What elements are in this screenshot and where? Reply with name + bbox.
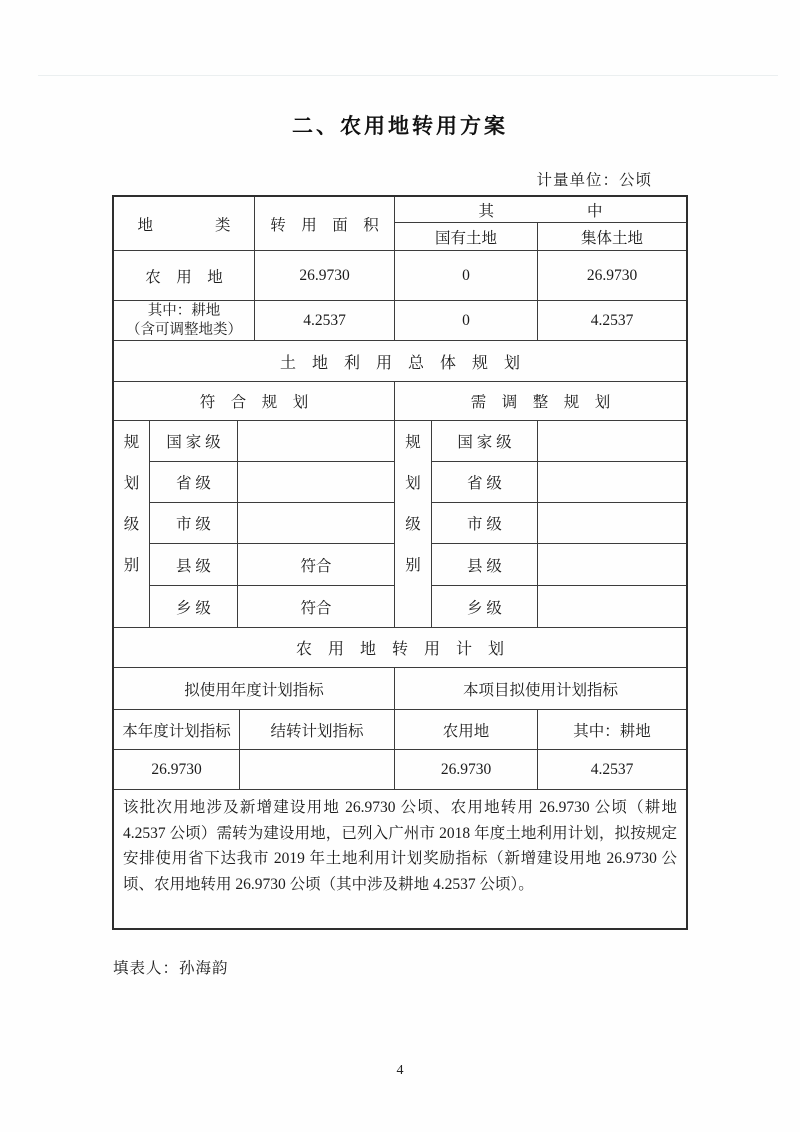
level-label-provincial: 省 级	[150, 462, 238, 502]
agricultural-collective-value: 26.9730	[586, 266, 638, 284]
compliant-side-label-cell	[114, 421, 150, 627]
level-label-municipal: 市 级	[150, 503, 238, 543]
scan-artifact-line	[38, 75, 778, 76]
level-value-township	[538, 586, 686, 627]
annual-indicator-header: 拟使用年度计划指标	[114, 668, 395, 709]
adjust-plan-block	[395, 421, 686, 627]
adjust-side-label-cell	[395, 421, 432, 627]
level-label-county: 县 级	[432, 544, 538, 585]
level-value-municipal	[538, 503, 686, 543]
compliant-levels	[150, 421, 394, 627]
cultivated-collective-value: 4.2537	[590, 311, 634, 329]
value-carryover	[240, 750, 395, 789]
header-collective-land: 集体土地	[580, 229, 643, 247]
value-cultivated: 4.2537	[590, 760, 634, 778]
compliant-row-provincial	[150, 462, 394, 503]
level-value-county	[538, 544, 686, 585]
cultivated-conversion-area: 4.2537	[255, 301, 395, 340]
header-of-which: 其 中	[395, 197, 686, 223]
adjust-row-county	[432, 544, 686, 586]
header-of-which-subrow	[395, 223, 686, 250]
level-value-township: 符合	[300, 599, 332, 617]
table-row-cultivated-land	[114, 301, 686, 341]
compliant-plan-header: 符 合 规 划	[114, 382, 395, 420]
measurement-unit-note: 计量单位：公顷	[536, 172, 652, 189]
project-indicator-header: 本项目拟使用计划指标	[462, 681, 618, 699]
compliant-row-township	[150, 586, 394, 627]
table-header-row	[114, 197, 686, 251]
header-of-which-group	[395, 197, 686, 250]
col-header-agricultural: 农用地	[395, 710, 538, 749]
cultivated-label-line1: 其中：耕地	[147, 303, 221, 320]
level-label-township: 乡 级	[432, 586, 538, 627]
level-label-county: 县 级	[150, 544, 238, 585]
row-label-cultivated-land	[114, 301, 255, 340]
adjust-row-national	[432, 421, 686, 462]
col-header-cultivated: 其中：耕地	[573, 722, 651, 740]
level-value-municipal	[238, 503, 394, 543]
header-state-owned-land: 国有土地	[395, 223, 538, 250]
land-conversion-table	[112, 195, 688, 930]
table-row-agricultural-land	[114, 251, 686, 301]
plan-indicator-columns-row	[114, 710, 686, 750]
compliant-side-label: 规划级别	[123, 434, 140, 574]
level-value-national	[238, 421, 394, 461]
level-value-national	[538, 421, 686, 461]
level-label-national: 国 家 级	[150, 421, 238, 461]
page-number: 4	[396, 1063, 404, 1078]
plan-headers-row	[114, 382, 686, 421]
row-label-agricultural-land: 农 用 地	[114, 251, 255, 300]
conversion-note: 该批次用地涉及新增建设用地 26.9730 公顷、农用地转用 26.9730 公顷（耕地 4.2537 公顷）需转为建设用地，已列入广州市 2018 年度土地利用计划，拟按规定安排使用省下达我市 2019 年土地利用计划奖励指标（新增建设用地 26.9730 公顷、农用地转用 26.9730 公顷（其中涉及耕地 4.2537 公顷）。	[123, 799, 677, 893]
adjust-row-provincial	[432, 462, 686, 503]
level-value-provincial	[538, 462, 686, 502]
level-value-provincial	[238, 462, 394, 502]
master-plan-section-title: 土 地 利 用 总 体 规 划	[279, 354, 520, 372]
level-label-provincial: 省 级	[432, 462, 538, 502]
level-value-county: 符合	[300, 557, 332, 575]
adjust-side-label: 规划级别	[405, 434, 421, 574]
level-label-national: 国 家 级	[432, 421, 538, 461]
header-conversion-area: 转 用 面 积	[255, 197, 395, 250]
cultivated-label-line2: （含可调整地类）	[126, 321, 242, 338]
agricultural-state-owned-value: 0	[395, 251, 538, 300]
conversion-plan-section-row	[114, 628, 686, 668]
adjust-plan-header: 需 调 整 规 划	[470, 394, 611, 411]
value-agricultural: 26.9730	[395, 750, 538, 789]
col-header-current-year: 本年度计划指标	[114, 710, 240, 749]
compliant-plan-block	[114, 421, 395, 627]
col-header-carryover: 结转计划指标	[240, 710, 395, 749]
note-row	[114, 790, 686, 928]
cultivated-state-owned-value: 0	[395, 301, 538, 340]
level-label-municipal: 市 级	[432, 503, 538, 543]
master-plan-section-row	[114, 341, 686, 382]
page-title: 二、农用地转用方案	[292, 115, 508, 138]
value-current-year: 26.9730	[114, 750, 240, 789]
adjust-row-township	[432, 586, 686, 627]
compliant-row-municipal	[150, 503, 394, 544]
level-label-township: 乡 级	[150, 586, 238, 627]
compliant-row-national	[150, 421, 394, 462]
plan-indicator-headers-row	[114, 668, 686, 710]
plan-levels-body	[114, 421, 686, 628]
form-filler: 填表人：孙海韵	[113, 960, 229, 977]
conversion-plan-section-title: 农 用 地 转 用 计 划	[295, 641, 504, 658]
header-land-type: 地 类	[114, 197, 255, 250]
compliant-row-county	[150, 544, 394, 586]
adjust-row-municipal	[432, 503, 686, 544]
plan-indicator-values-row	[114, 750, 686, 790]
adjust-levels	[432, 421, 686, 627]
agricultural-conversion-area: 26.9730	[255, 251, 395, 300]
